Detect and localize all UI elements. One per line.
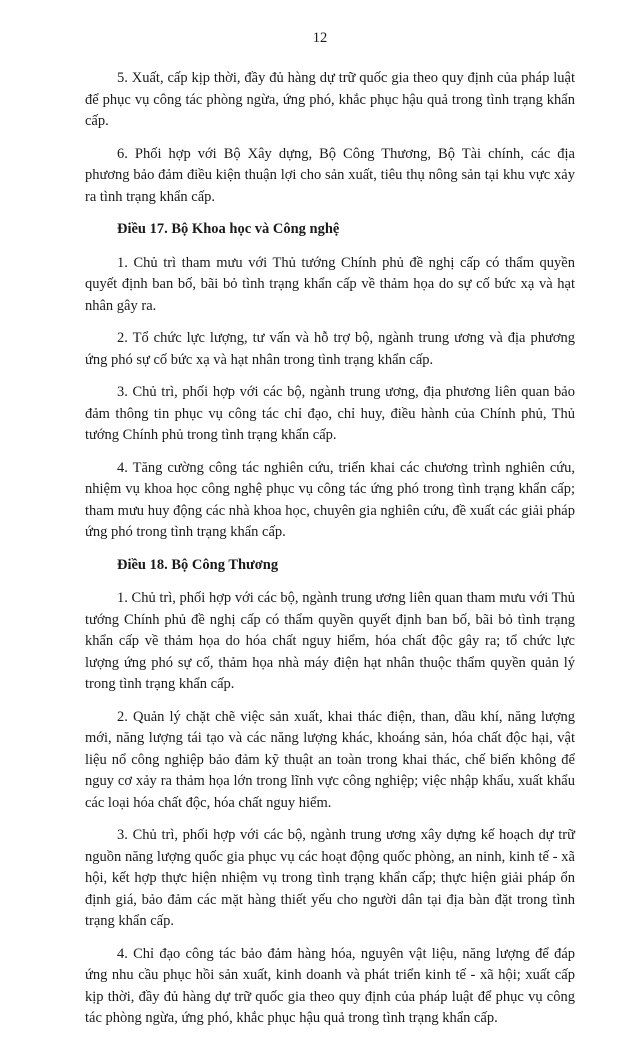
document-body	[85, 68, 575, 1041]
paragraph: 1. Chủ trì tham mưu với Thủ tướng Chính phủ đề nghị cấp có thẩm quyền quyết định ban bố, bãi bỏ tình trạng khẩn cấp về thảm họa do sự cố bức xạ và hạt nhân gây ra.	[85, 254, 575, 314]
paragraph: 4. Tăng cường công tác nghiên cứu, triển khai các chương trình nghiên cứu, nhiệm vụ khoa học công nghệ phục vụ công tác ứng phó trong tình trạng khẩn cấp; tham mưu huy động các nhà khoa học, chuyên gia nghiên cứu, đề xuất các giải pháp ứng phó trong tình trạng khẩn cấp.	[85, 459, 575, 540]
paragraph: 3. Chủ trì, phối hợp với các bộ, ngành trung ương xây dựng kế hoạch dự trữ nguồn năng lượng quốc gia phục vụ các hoạt động quốc phòng, an ninh, kinh tế - xã hội, kết hợp thực hiện nhiệm vụ trong tình trạng khẩn cấp; thực hiện giải pháp ổn định giá, bảo đảm các mặt hàng thiết yếu cho người dân tại địa bàn đặt trong tình trạng khẩn cấp.	[85, 827, 575, 929]
article-heading: Điều 18. Bộ Công Thương	[117, 556, 279, 573]
paragraph: 6. Phối hợp với Bộ Xây dựng, Bộ Công Thương, Bộ Tài chính, các địa phương bảo đảm điều kiện thuận lợi cho sản xuất, tiêu thụ nông sản tại khu vực xảy ra tình trạng khẩn cấp.	[85, 145, 575, 205]
page-number: 12	[312, 30, 328, 46]
paragraph: 2. Tổ chức lực lượng, tư vấn và hỗ trợ bộ, ngành trung ương và địa phương ứng phó sự cố bức xạ và hạt nhân trong tình trạng khẩn cấp.	[85, 330, 575, 368]
paragraph: 1. Chủ trì, phối hợp với các bộ, ngành trung ương liên quan tham mưu với Thủ tướng Chính phủ đề nghị cấp có thẩm quyền quyết định ban bố, bãi bỏ tình trạng khẩn cấp về thảm họa do hóa chất nguy hiểm, hóa chất độc gây ra; tổ chức lực lượng ứng phó sự cố, thảm họa nhà máy điện hạt nhân thuộc thẩm quyền quản lý trong tình trạng khẩn cấp.	[85, 590, 575, 692]
paragraph: 3. Chủ trì, phối hợp với các bộ, ngành trung ương, địa phương liên quan bảo đảm thông tin phục vụ công tác chỉ đạo, chỉ huy, điều hành của Chính phủ, Thủ tướng Chính phủ trong tình trạng khẩn cấp.	[85, 384, 575, 443]
paragraph: 5. Xuất, cấp kịp thời, đầy đủ hàng dự trữ quốc gia theo quy định của pháp luật để phục vụ công tác phòng ngừa, ứng phó, khắc phục hậu quả trong tình trạng khẩn cấp.	[85, 70, 575, 129]
article-heading: Điều 17. Bộ Khoa học và Công nghệ	[117, 221, 340, 237]
paragraph: 2. Quản lý chặt chẽ việc sản xuất, khai thác điện, than, dầu khí, năng lượng mới, năng lượng tái tạo và các năng lượng khác, khoáng sản, hóa chất độc hại, vật liệu nổ công nghiệp bảo đảm kỹ thuật an toàn trong khai thác, chế biến không để nguy cơ xảy ra thảm họa lớn trong lĩnh vực công nghiệp; việc nhập khẩu, xuất khẩu các loại hóa chất độc, hóa chất nguy hiểm.	[85, 708, 575, 811]
paragraph: 4. Chỉ đạo công tác bảo đảm hàng hóa, nguyên vật liệu, năng lượng để đáp ứng nhu cầu phục hồi sản xuất, kinh doanh và phát triển kinh tế - xã hội; xuất cấp kịp thời, đầy đủ hàng dự trữ quốc gia theo quy định của pháp luật để phục vụ công tác phòng ngừa, ứng phó, khắc phục hậu quả trong tình trạng khẩn cấp.	[85, 945, 575, 1026]
